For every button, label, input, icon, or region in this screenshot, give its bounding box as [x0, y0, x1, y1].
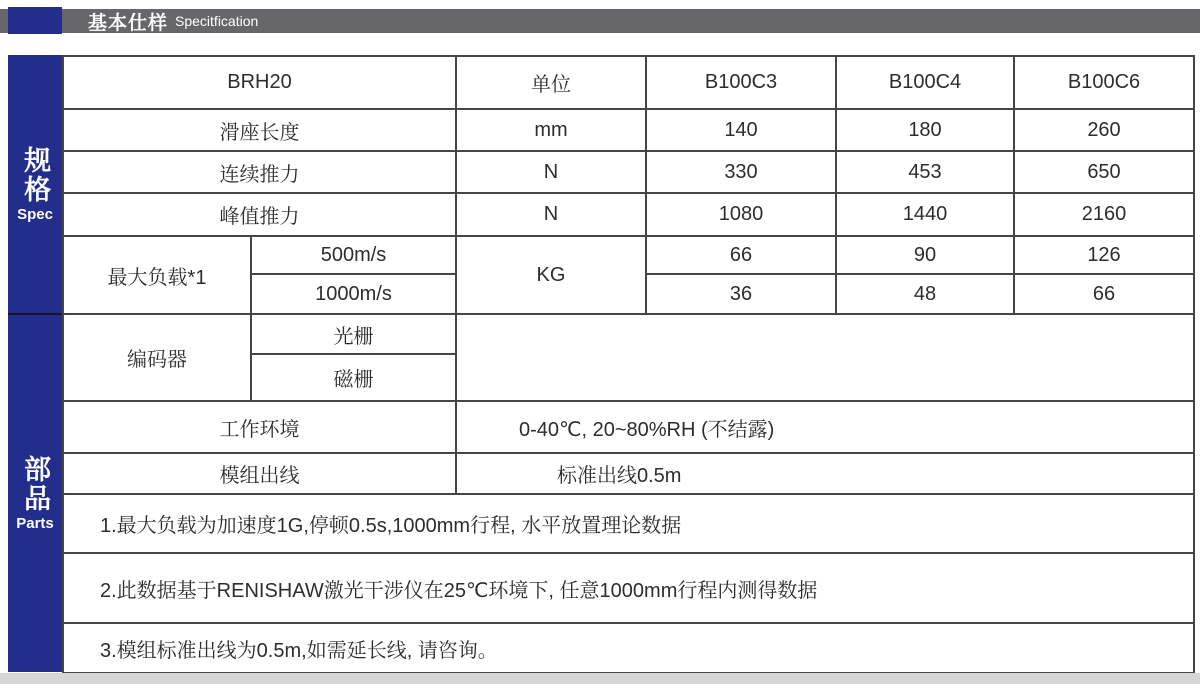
sub-row-label-1000: 1000m/s [252, 275, 457, 315]
section-title-en: Specitfication [175, 13, 259, 29]
spec-table [62, 55, 1195, 674]
sidebar-section-parts [8, 315, 62, 672]
value-cell: 453 [837, 152, 1015, 194]
sub-row-label-optical-grating: 光栅 [252, 315, 457, 355]
unit-cell: mm [457, 110, 647, 152]
value-cell: 66 [647, 237, 837, 275]
note-2: 2.此数据基于RENISHAW激光干涉仪在25℃环境下, 任意1000mm行程内测得数据 [64, 554, 1195, 624]
column-header-b100c3: B100C3 [647, 57, 837, 110]
sidebar [8, 55, 62, 672]
value-cell: 1440 [837, 194, 1015, 237]
environment-value: 0-40℃, 20~80%RH (不结露) [457, 402, 1195, 454]
unit-cell: N [457, 152, 647, 194]
sub-row-label-500: 500m/s [252, 237, 457, 275]
note-3: 3.模组标准出线为0.5m,如需延长线, 请咨询。 [64, 624, 1195, 674]
row-label-continuous-thrust: 连续推力 [64, 152, 457, 194]
row-label-slide-length: 滑座长度 [64, 110, 457, 152]
value-cell: 1080 [647, 194, 837, 237]
encoder-empty-cell [457, 315, 1195, 402]
sidebar-section-spec [8, 55, 62, 313]
unit-cell-kg: KG [457, 237, 647, 315]
sidebar-spec-label-en: Spec [17, 205, 53, 223]
sidebar-parts-label-zh: 部品 [20, 455, 51, 513]
unit-cell: N [457, 194, 647, 237]
sidebar-spec-label-zh: 规格 [20, 145, 51, 204]
section-title-zh: 基本仕样 [88, 12, 169, 34]
row-label-environment: 工作环境 [64, 402, 457, 454]
section-title [88, 9, 258, 33]
value-cell: 140 [647, 110, 837, 152]
row-label-cable: 模组出线 [64, 454, 457, 495]
value-cell: 2160 [1015, 194, 1195, 237]
page-bottom-strip [0, 673, 1200, 684]
row-label-max-load: 最大负载*1 [64, 237, 252, 315]
cable-value: 标准出线0.5m [457, 454, 1195, 495]
value-cell: 126 [1015, 237, 1195, 275]
value-cell: 48 [837, 275, 1015, 315]
value-cell: 66 [1015, 275, 1195, 315]
row-label-peak-thrust: 峰值推力 [64, 194, 457, 237]
value-cell: 36 [647, 275, 837, 315]
model-header-cell: BRH20 [64, 57, 457, 110]
sub-row-label-magnetic-grating: 磁栅 [252, 355, 457, 402]
unit-header-cell: 单位 [457, 57, 647, 110]
value-cell: 180 [837, 110, 1015, 152]
value-cell: 650 [1015, 152, 1195, 194]
column-header-b100c4: B100C4 [837, 57, 1015, 110]
value-cell: 260 [1015, 110, 1195, 152]
row-label-encoder: 编码器 [64, 315, 252, 402]
sidebar-parts-label-en: Parts [16, 515, 54, 532]
value-cell: 90 [837, 237, 1015, 275]
note-1: 1.最大负载为加速度1G,停顿0.5s,1000mm行程, 水平放置理论数据 [64, 495, 1195, 554]
column-header-b100c6: B100C6 [1015, 57, 1195, 110]
header-accent-square [8, 7, 62, 34]
value-cell: 330 [647, 152, 837, 194]
